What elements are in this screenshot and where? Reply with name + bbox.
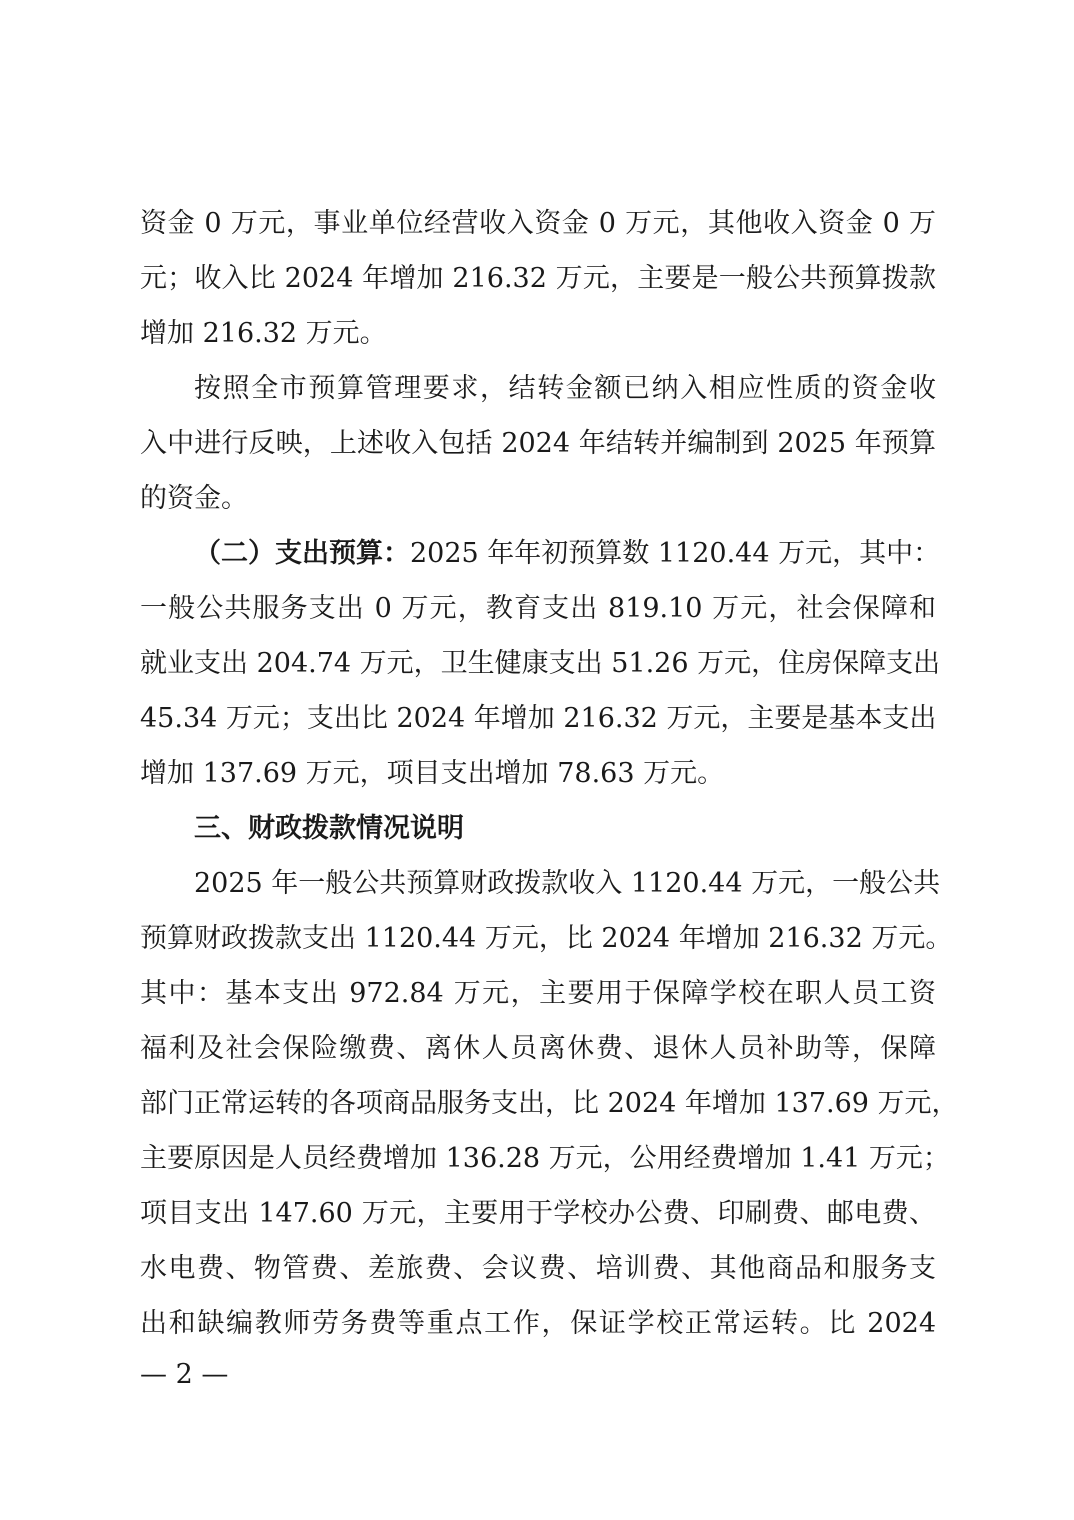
text-line: 预算财政拨款支出 1120.44 万元，比 2024 年增加 216.32 万元。 <box>140 923 953 954</box>
text-line: 其中：基本支出 972.84 万元，主要用于保障学校在职人员工资 <box>140 978 936 1009</box>
text-line: 一般公共服务支出 0 万元，教育支出 819.10 万元，社会保障和 <box>140 593 936 624</box>
text-line: 水电费、物管费、差旅费、会议费、培训费、其他商品和服务支 <box>140 1253 936 1284</box>
text-line: 的资金。 <box>140 483 248 514</box>
text-line: 增加 137.69 万元，项目支出增加 78.63 万元。 <box>140 758 725 789</box>
text-line: 就业支出 204.74 万元，卫生健康支出 51.26 万元，住房保障支出 <box>140 648 941 679</box>
text-line: 45.34 万元；支出比 2024 年增加 216.32 万元，主要是基本支出 <box>140 703 937 734</box>
text-line: 资金 0 万元，事业单位经营收入资金 0 万元，其他收入资金 0 万 <box>140 208 936 239</box>
section-heading: 三、财政拨款情况说明 <box>194 813 464 844</box>
page-number: — 2 — <box>140 1359 229 1390</box>
text-line: 出和缺编教师劳务费等重点工作，保证学校正常运转。比 2024 <box>140 1308 936 1339</box>
text-line: 福利及社会保险缴费、离休人员离休费、退休人员补助等，保障 <box>140 1033 936 1064</box>
text-segment: 2025 年年初预算数 1120.44 万元，其中： <box>410 538 941 569</box>
text-line: 2025 年一般公共预算财政拨款收入 1120.44 万元，一般公共 <box>194 868 941 899</box>
section-subheading: （二）支出预算： <box>194 538 410 569</box>
text-line: 增加 216.32 万元。 <box>140 318 387 349</box>
text-line: 部门正常运转的各项商品服务支出，比 2024 年增加 137.69 万元， <box>140 1088 959 1119</box>
text-line: 主要原因是人员经费增加 136.28 万元，公用经费增加 1.41 万元； <box>140 1143 950 1174</box>
text-line: 元；收入比 2024 年增加 216.32 万元，主要是一般公共预算拨款 <box>140 263 936 294</box>
text-line: 入中进行反映，上述收入包括 2024 年结转并编制到 2025 年预算 <box>140 428 936 459</box>
text-line <box>194 534 941 574</box>
text-line: 项目支出 147.60 万元，主要用于学校办公费、印刷费、邮电费、 <box>140 1198 936 1229</box>
text-line: 按照全市预算管理要求，结转金额已纳入相应性质的资金收 <box>194 373 936 404</box>
